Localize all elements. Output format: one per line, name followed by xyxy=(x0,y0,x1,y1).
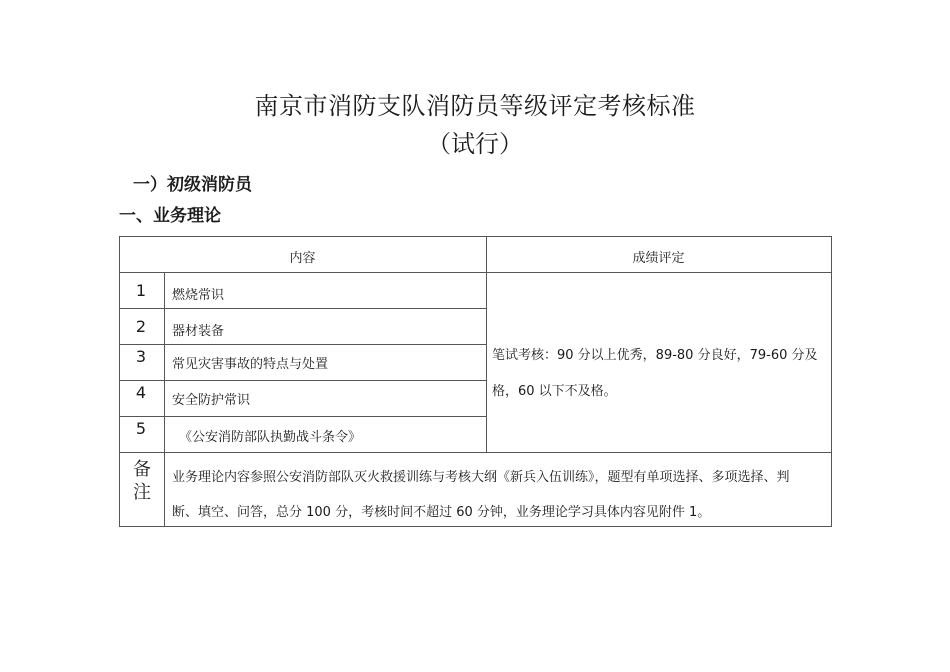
section-heading-topic: 一、业务理论 xyxy=(119,206,221,226)
header-grade: 成绩评定 xyxy=(632,251,685,266)
document-subtitle: （试行） xyxy=(427,130,523,158)
row-item: 器材装备 xyxy=(172,324,225,339)
section-heading-level: 一）初级消防员 xyxy=(133,175,252,195)
row-number: 5 xyxy=(135,419,147,438)
row-item: 常见灾害事故的特点与处置 xyxy=(172,357,329,372)
column-divider-grade xyxy=(486,236,487,452)
document-title: 南京市消防支队消防员等级评定考核标准 xyxy=(254,92,696,120)
row-number: 1 xyxy=(135,281,147,300)
row-divider xyxy=(119,380,486,381)
row-number: 4 xyxy=(135,383,147,402)
note-label: 注 xyxy=(133,482,151,503)
table-border-bottom xyxy=(119,526,832,527)
row-item: 燃烧常识 xyxy=(172,288,225,303)
row-divider xyxy=(119,344,486,345)
row-divider xyxy=(119,308,486,309)
grade-criteria-line: 格，60 以下不及格。 xyxy=(492,384,617,399)
row-number: 2 xyxy=(135,317,147,336)
note-divider xyxy=(119,452,832,453)
note-text-line: 业务理论内容参照公安消防部队灭火救援训练与考核大纲《新兵入伍训练》，题型有单项选择、多项选择、判 xyxy=(172,470,790,485)
row-divider xyxy=(119,416,486,417)
assessment-table xyxy=(119,236,832,527)
row-number: 3 xyxy=(135,347,147,366)
note-text-line: 断、填空、问答，总分 100 分，考核时间不超过 60 分钟，业务理论学习具体内容见附件 1。 xyxy=(172,505,711,520)
grade-criteria-line: 笔试考核：90 分以上优秀，89-80 分良好，79-60 分及 xyxy=(492,348,818,363)
table-border-right xyxy=(831,236,832,527)
row-item: 《公安消防部队执勤战斗条令》 xyxy=(179,430,362,445)
row-item: 安全防护常识 xyxy=(172,393,251,408)
header-content: 内容 xyxy=(289,251,316,266)
table-border-top xyxy=(119,236,832,237)
table-header-divider xyxy=(119,272,832,273)
note-label: 备 xyxy=(133,459,151,480)
